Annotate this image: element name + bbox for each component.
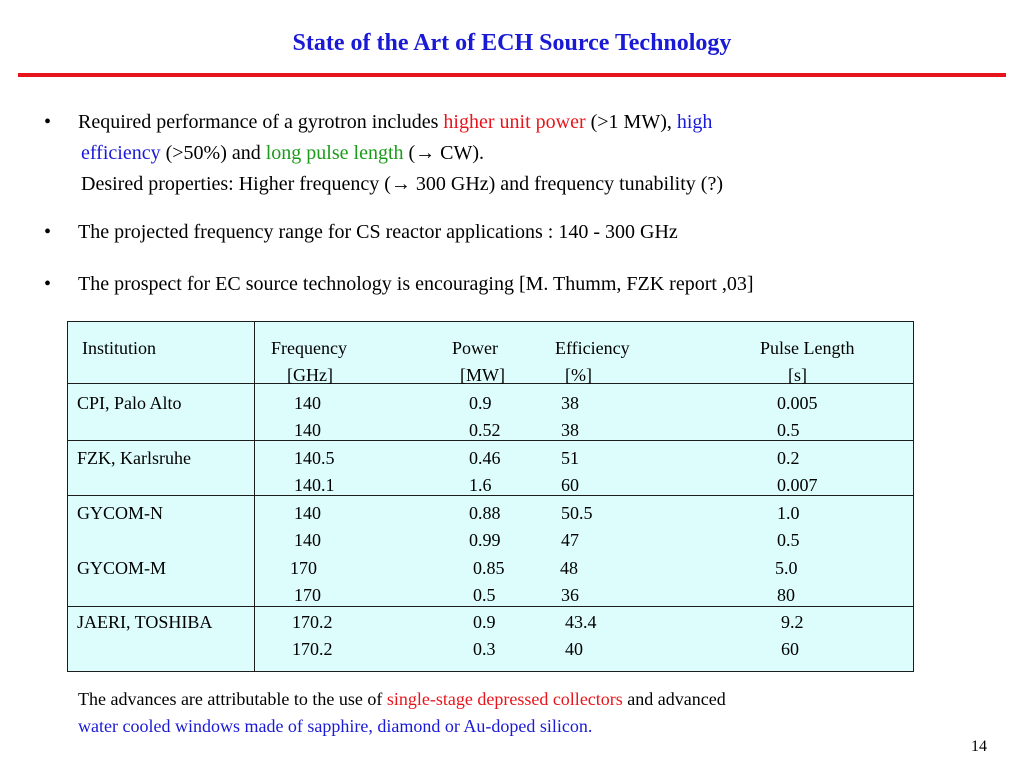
cell-efficiency: 40	[565, 639, 583, 659]
header-pulse-unit: [s]	[788, 365, 807, 385]
cell-power: 0.85	[473, 558, 505, 578]
cell-pulse-length: 5.0	[775, 558, 798, 578]
highlight-higher-unit-power: higher unit power	[443, 111, 586, 133]
bullet-line-3: Desired properties: Higher frequency (→ 300 GHz) and frequency tunability (?)	[81, 173, 723, 195]
header-frequency: Frequency	[271, 338, 347, 358]
footer-note	[78, 686, 726, 740]
cell-efficiency: 43.4	[565, 612, 597, 632]
cell-power: 0.88	[469, 503, 501, 523]
bullet-text: The projected frequency range for CS reactor applications : 140 - 300 GHz	[78, 221, 678, 243]
cell-frequency: 140.5	[294, 448, 335, 468]
text-run: (>1 MW),	[585, 111, 677, 133]
text-run: and advanced	[622, 689, 726, 709]
slide-title: State of the Art of ECH Source Technology	[292, 30, 732, 56]
header-frequency-unit: [GHz]	[287, 365, 333, 385]
cell-power: 1.6	[469, 475, 492, 495]
header-efficiency: Efficiency	[555, 338, 630, 358]
cell-pulse-length: 0.5	[777, 420, 800, 440]
cell-pulse-length: 60	[781, 639, 799, 659]
header-power: Power	[452, 338, 498, 358]
bullet-text: The prospect for EC source technology is encouraging [M. Thumm, FZK report ,03]	[78, 273, 754, 295]
cell-power: 0.9	[469, 393, 492, 413]
text-run: Required performance of a gyrotron includes	[78, 111, 444, 133]
cell-efficiency: 38	[561, 393, 579, 413]
cell-frequency: 170	[294, 585, 321, 605]
bullet-line-2	[81, 138, 484, 169]
cell-pulse-length: 80	[777, 585, 795, 605]
bullet-line-1	[78, 107, 712, 138]
row-divider	[68, 495, 913, 496]
cell-institution: GYCOM-N	[77, 503, 164, 523]
cell-power: 0.9	[473, 612, 496, 632]
cell-pulse-length: 0.2	[777, 448, 800, 468]
header-institution: Institution	[82, 338, 157, 358]
cell-pulse-length: 0.007	[777, 475, 818, 495]
highlight-high: high	[676, 111, 713, 133]
header-power-unit: [MW]	[460, 365, 505, 385]
cell-institution: CPI, Palo Alto	[77, 393, 182, 413]
footer-line-2: water cooled windows made of sapphire, diamond or Au-doped silicon.	[78, 716, 593, 736]
cell-power: 0.3	[473, 639, 496, 659]
cell-pulse-length: 0.5	[777, 530, 800, 550]
cell-frequency: 140	[294, 420, 321, 440]
cell-efficiency: 38	[561, 420, 579, 440]
bullet-dot: •	[44, 221, 52, 243]
gyrotron-table	[67, 321, 914, 672]
bullet-dot: •	[44, 111, 52, 133]
cell-institution: JAERI, TOSHIBA	[77, 612, 213, 632]
header-efficiency-unit: [%]	[565, 365, 592, 385]
cell-frequency: 140	[294, 503, 321, 523]
highlight-efficiency: efficiency	[81, 142, 161, 164]
highlight-long-pulse-length: long pulse length	[265, 142, 404, 164]
row-divider	[68, 440, 913, 441]
row-divider	[68, 606, 913, 607]
cell-efficiency: 51	[561, 448, 579, 468]
text-run: (>50%) and	[160, 142, 266, 164]
cell-pulse-length: 9.2	[781, 612, 804, 632]
cell-power: 0.5	[473, 585, 496, 605]
header-pulse-length: Pulse Length	[760, 338, 855, 358]
cell-power: 0.99	[469, 530, 501, 550]
cell-frequency: 140.1	[294, 475, 335, 495]
cell-institution: FZK, Karlsruhe	[77, 448, 191, 468]
cell-frequency: 170.2	[292, 639, 333, 659]
cell-power: 0.46	[469, 448, 501, 468]
cell-frequency: 140	[294, 393, 321, 413]
cell-efficiency: 50.5	[561, 503, 593, 523]
cell-efficiency: 47	[561, 530, 579, 550]
cell-pulse-length: 0.005	[777, 393, 818, 413]
cell-efficiency: 60	[561, 475, 579, 495]
text-run: (→ CW).	[403, 142, 485, 164]
cell-institution: GYCOM-M	[77, 558, 167, 578]
column-divider	[254, 322, 255, 671]
title-underline	[18, 73, 1006, 77]
page-number: 14	[971, 738, 987, 755]
cell-efficiency: 48	[560, 558, 578, 578]
cell-power: 0.52	[469, 420, 501, 440]
cell-frequency: 170	[290, 558, 317, 578]
cell-frequency: 170.2	[292, 612, 333, 632]
cell-frequency: 140	[294, 530, 321, 550]
cell-pulse-length: 1.0	[777, 503, 800, 523]
text-run: The advances are attributable to the use of	[78, 689, 387, 709]
footer-line-1	[78, 686, 726, 713]
bullet-dot: •	[44, 273, 52, 295]
highlight-depressed-collectors: single-stage depressed collectors	[386, 689, 623, 709]
cell-efficiency: 36	[561, 585, 579, 605]
